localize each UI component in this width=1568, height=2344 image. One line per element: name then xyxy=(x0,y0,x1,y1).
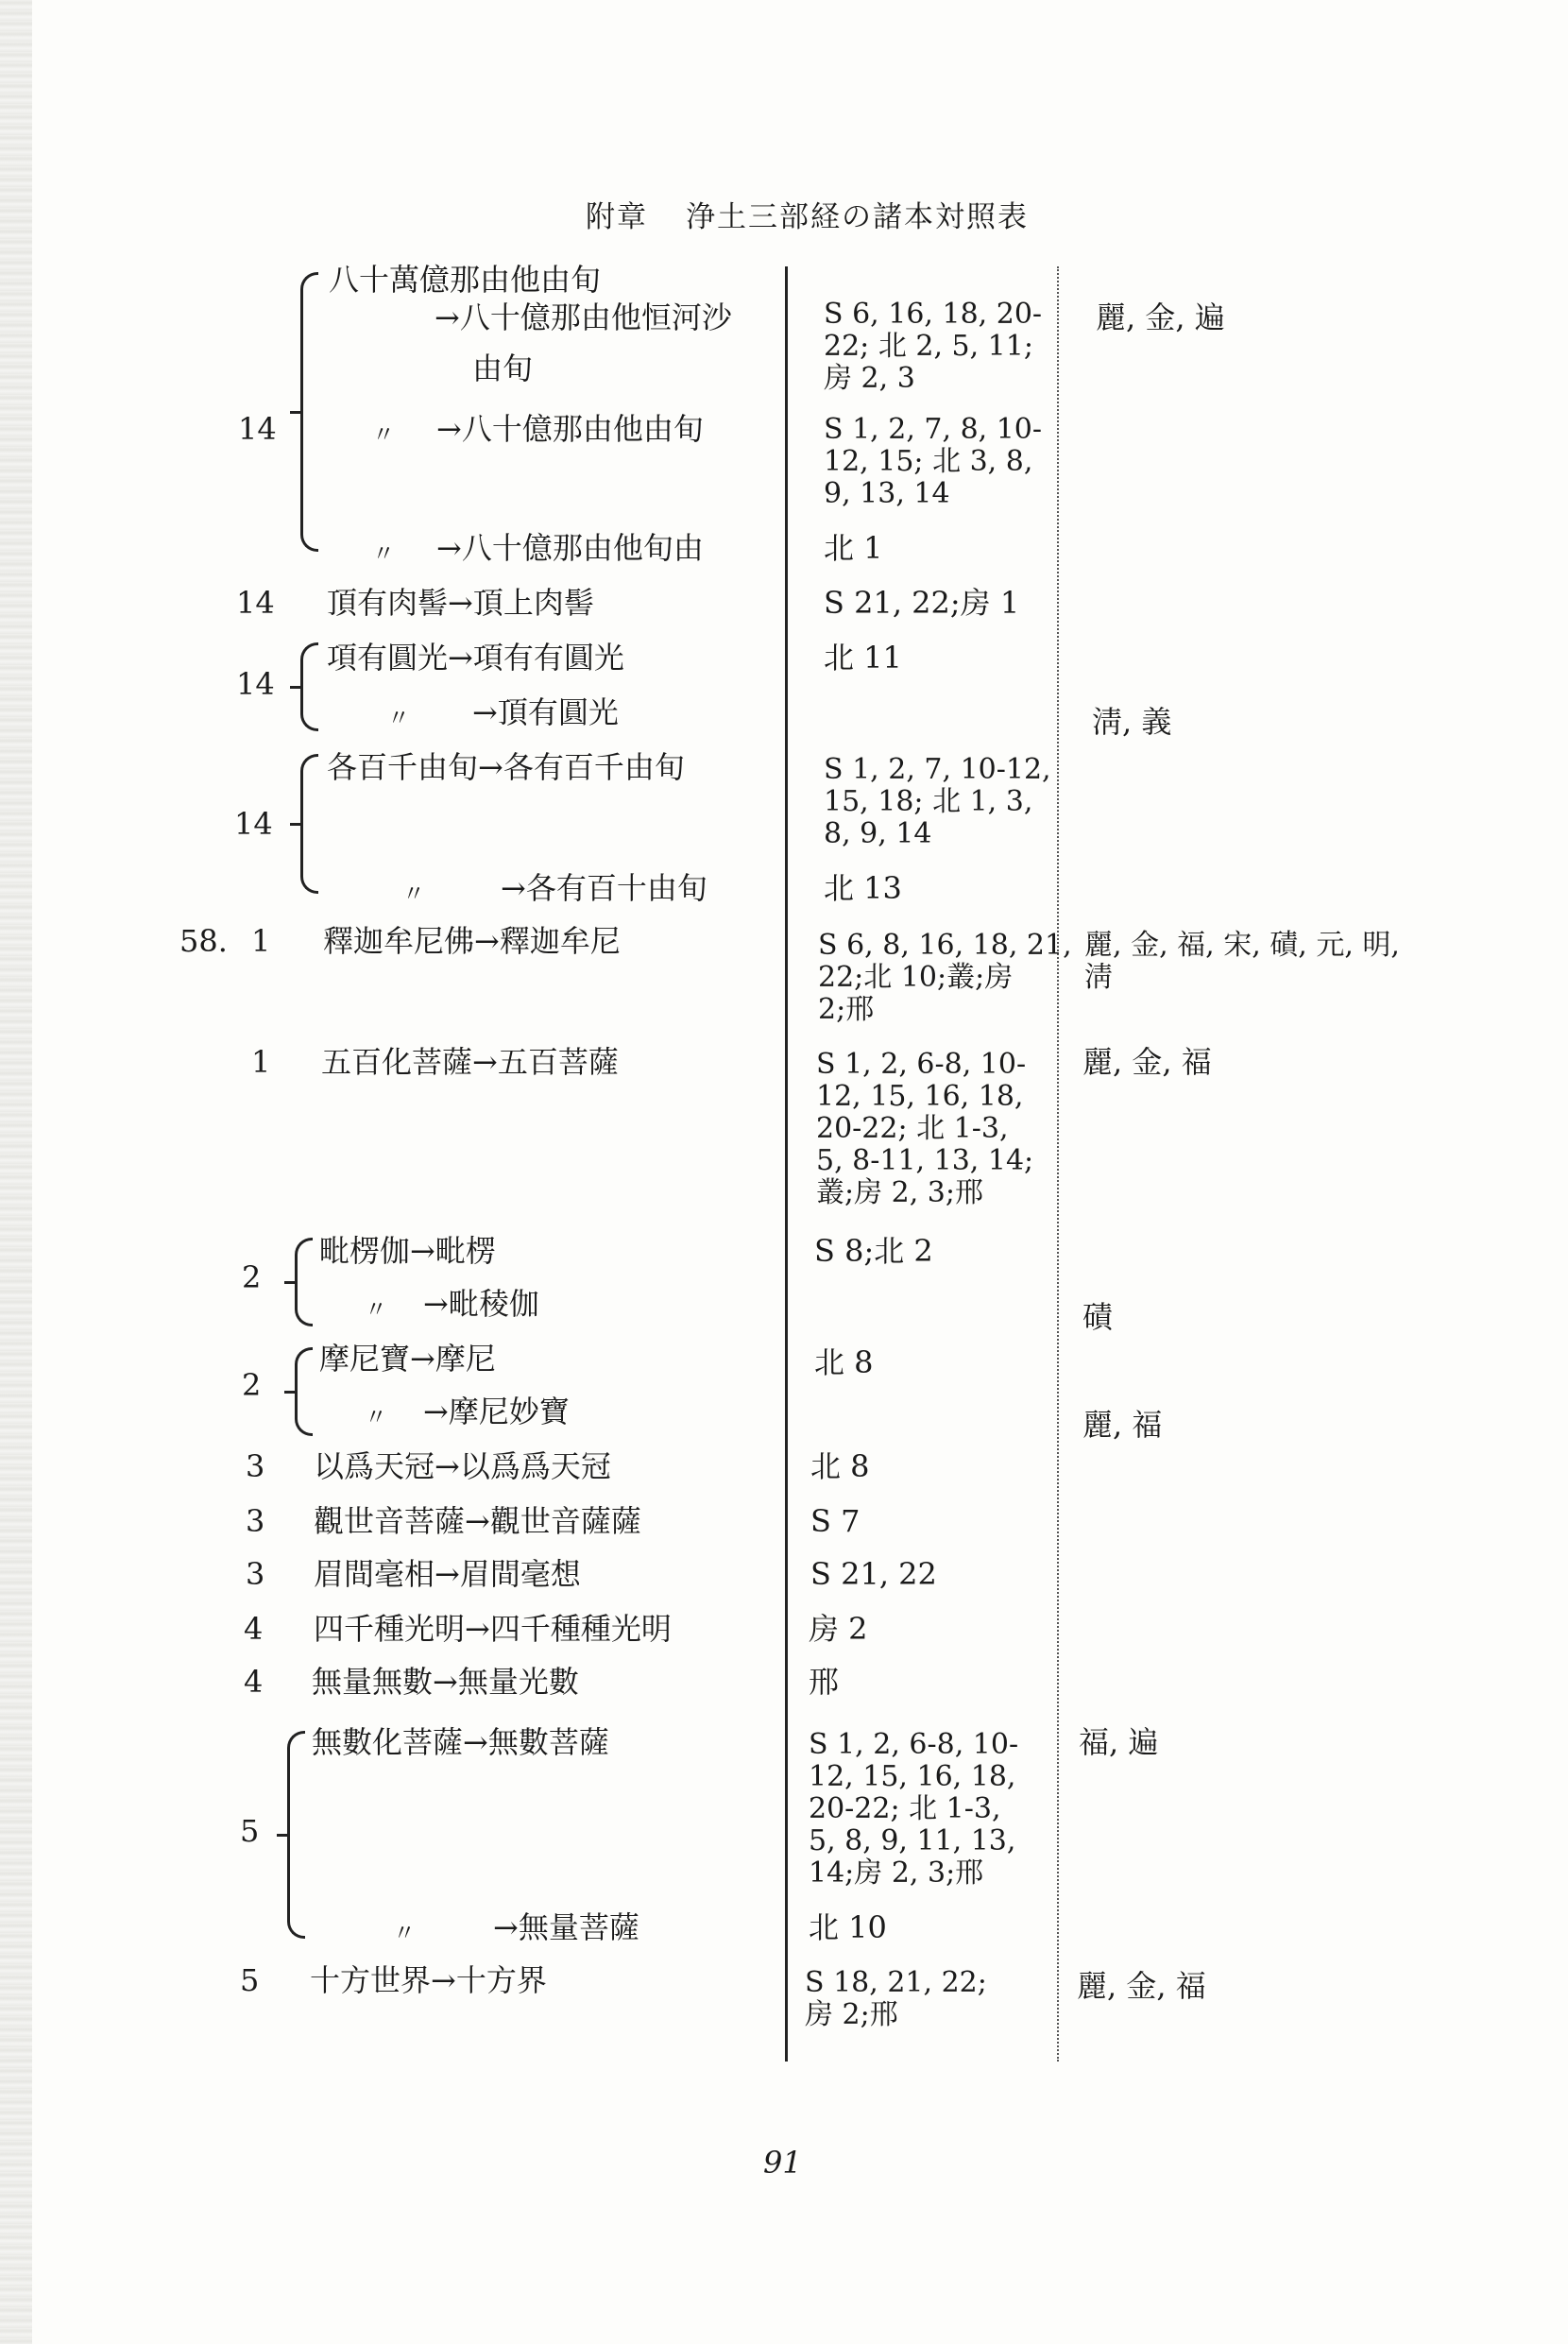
sources-text: 北 1 xyxy=(824,530,883,566)
variant-text: →八十億那由他恒河沙 xyxy=(435,299,732,335)
ditto-mark: 〃 xyxy=(372,540,395,567)
sources-text: 北 8 xyxy=(814,1344,874,1380)
others-text: 磧 xyxy=(1082,1299,1114,1335)
ref-number: 2 xyxy=(242,1367,262,1403)
scan-edge xyxy=(0,0,32,2344)
brace-group-2 xyxy=(300,642,318,731)
sources-text: S 18, 21, 22; 房 2;邢 xyxy=(805,1966,987,2031)
variant-text: 眉間毫相→眉間毫想 xyxy=(314,1556,581,1592)
ref-number: 3 xyxy=(246,1556,265,1592)
ref-number: 14 xyxy=(238,411,277,447)
ref-number: 1 xyxy=(251,923,271,959)
variant-text: →毗稜伽 xyxy=(423,1286,539,1322)
others-text: 麗, 福 xyxy=(1082,1407,1163,1443)
page-header xyxy=(586,193,1029,235)
variant-text: 毗楞伽→毗楞 xyxy=(319,1233,496,1269)
ref-number: 4 xyxy=(244,1664,264,1700)
sources-text: S 21, 22;房 1 xyxy=(824,585,1020,621)
ditto-mark: 〃 xyxy=(387,705,410,731)
sources-text: S 6, 8, 16, 18, 21, 22;北 10;叢;房 2;邢 xyxy=(818,929,1072,1026)
others-text: 麗, 金, 福 xyxy=(1082,1044,1212,1080)
variant-text: 由旬 xyxy=(472,351,534,386)
variant-text: 摩尼寶→摩尼 xyxy=(319,1341,496,1377)
ref-number: 5 xyxy=(240,1962,260,1998)
sources-text: S 1, 2, 7, 8, 10- 12, 15; 北 3, 8, 9, 13, 14 xyxy=(824,413,1043,510)
variant-text: 無量無數→無量光數 xyxy=(312,1664,579,1700)
sources-text: 北 10 xyxy=(809,1909,887,1945)
variant-text: 以爲天冠→以爲爲天冠 xyxy=(314,1448,611,1484)
ditto-mark: 〃 xyxy=(372,421,395,448)
column-rule-solid xyxy=(785,266,788,2062)
variant-text: 觀世音菩薩→觀世音薩薩 xyxy=(314,1503,641,1539)
brace-group-1 xyxy=(300,272,318,552)
variant-text: →八十億那由他旬由 xyxy=(436,530,704,566)
brace-group-6 xyxy=(287,1731,305,1939)
sources-text: 北 8 xyxy=(810,1448,870,1484)
ref-number: 4 xyxy=(244,1611,264,1647)
chapter-title: 浄土三部経の諸本対照表 xyxy=(686,200,1029,234)
variant-text: 頂有肉髻→頂上肉髻 xyxy=(327,585,594,621)
sources-text: 北 11 xyxy=(824,640,902,676)
others-text: 麗, 金, 福 xyxy=(1077,1968,1206,2004)
ref-number: 14 xyxy=(234,806,273,842)
brace-group-3 xyxy=(300,754,318,894)
variant-text: 無數化菩薩→無數菩薩 xyxy=(312,1724,609,1760)
variant-text: 八十萬億那由他由旬 xyxy=(329,262,602,298)
ref-number: 3 xyxy=(246,1503,265,1539)
ref-number: 5 xyxy=(240,1813,260,1849)
ref-number: 2 xyxy=(242,1259,262,1295)
ditto-mark: 〃 xyxy=(365,1404,387,1430)
variant-text: →各有百十由旬 xyxy=(501,870,707,906)
ditto-mark: 〃 xyxy=(365,1296,387,1323)
sources-text: S 21, 22 xyxy=(810,1556,937,1592)
brace-group-4 xyxy=(295,1238,313,1326)
ref-number: 14 xyxy=(236,666,275,702)
sources-text: 邢 xyxy=(809,1664,840,1700)
sources-text: S 6, 16, 18, 20- 22; 北 2, 5, 11; 房 2, 3 xyxy=(824,298,1043,395)
ref-number: 3 xyxy=(246,1448,265,1484)
sources-text: S 1, 2, 6-8, 10- 12, 15, 16, 18, 20-22; 北 1-3, 5, 8, 9, 11, 13, 14;房 2, 3;邢 xyxy=(809,1728,1019,1890)
chapter-label: 附章 xyxy=(586,200,648,234)
sources-text: S 1, 2, 7, 10-12, 15, 18; 北 1, 3, 8, 9, 14 xyxy=(824,753,1051,850)
variant-text: 各百千由旬→各有百千由旬 xyxy=(327,749,685,785)
others-text: 淸, 義 xyxy=(1092,704,1172,740)
variant-text: →八十億那由他由旬 xyxy=(436,411,704,447)
variant-text: →頂有圓光 xyxy=(472,694,619,730)
column-rule-dotted xyxy=(1057,266,1059,2062)
others-text: 福, 遍 xyxy=(1079,1724,1159,1760)
sources-text: S 1, 2, 6-8, 10- 12, 15, 16, 18, 20-22; 北 1-3, 5, 8-11, 13, 14; 叢;房 2, 3;邢 xyxy=(816,1048,1034,1209)
variant-text: →摩尼妙寶 xyxy=(423,1394,570,1429)
brace-group-5 xyxy=(295,1347,313,1436)
section-number: 58. xyxy=(179,923,228,959)
variant-text: 釋迦牟尼佛→釋迦牟尼 xyxy=(323,923,621,959)
ref-number: 14 xyxy=(236,585,275,621)
ditto-mark: 〃 xyxy=(402,881,425,907)
sources-text: 房 2 xyxy=(809,1611,868,1647)
sources-text: S 8;北 2 xyxy=(814,1233,933,1269)
ditto-mark: 〃 xyxy=(393,1920,416,1946)
variant-text: →無量菩薩 xyxy=(493,1909,639,1945)
others-text: 麗, 金, 遍 xyxy=(1096,299,1225,335)
variant-text: 十方世界→十方界 xyxy=(310,1962,547,1998)
variant-text: 五百化菩薩→五百菩薩 xyxy=(321,1044,619,1080)
variant-text: 項有圓光→項有有圓光 xyxy=(327,640,624,676)
others-text: 麗, 金, 福, 宋, 磧, 元, 明, 淸 xyxy=(1084,929,1400,994)
sources-text: S 7 xyxy=(810,1503,861,1539)
ref-number: 1 xyxy=(251,1044,271,1080)
page-number: 91 xyxy=(763,2145,802,2181)
variant-text: 四千種光明→四千種種光明 xyxy=(314,1611,672,1647)
sources-text: 北 13 xyxy=(824,870,902,906)
